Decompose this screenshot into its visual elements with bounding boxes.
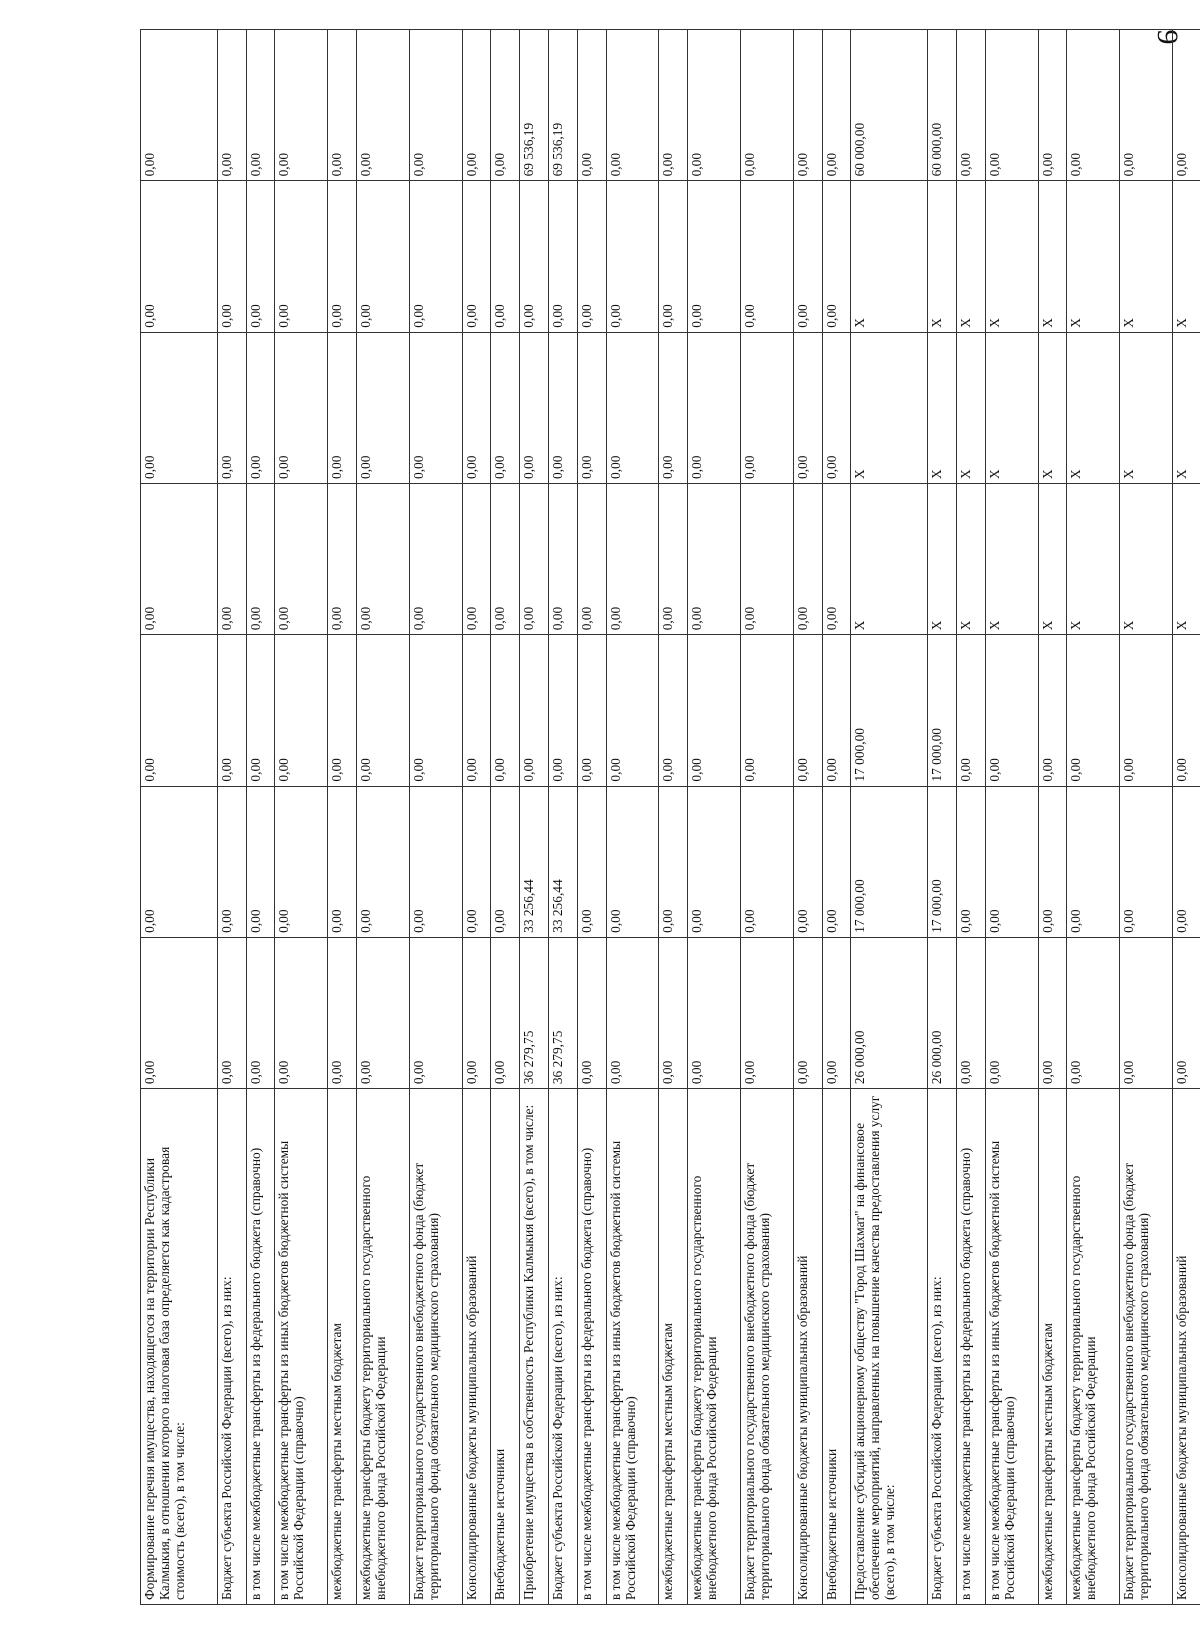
value-cell: 0,00: [275, 635, 328, 786]
value-cell: 0,00: [606, 181, 659, 332]
value-cell: 0,00: [740, 937, 793, 1088]
value-cell: 26 000,00: [928, 937, 957, 1088]
value-cell: 0,00: [740, 635, 793, 786]
value-cell: 0,00: [409, 635, 462, 786]
value-cell: 0,00: [328, 332, 357, 483]
value-cell: 36 279,75: [520, 937, 549, 1088]
value-cell: 0,00: [409, 483, 462, 634]
value-cell: 0,00: [1172, 937, 1200, 1088]
value-cell: 0,00: [409, 30, 462, 181]
value-cell: X: [1067, 483, 1120, 634]
value-cell: 0,00: [462, 937, 491, 1088]
table-row: [548, 30, 577, 1605]
row-label: межбюджетные трансферты местным бюджетам: [328, 1089, 357, 1605]
row-label: в том числе межбюджетные трансферты из федерального бюджета (справочно): [577, 1089, 606, 1605]
value-cell: 0,00: [985, 786, 1038, 937]
value-cell: 0,00: [659, 181, 688, 332]
value-cell: 0,00: [357, 30, 410, 181]
table-row: [928, 30, 957, 1605]
value-cell: 0,00: [688, 937, 741, 1088]
value-cell: 0,00: [141, 332, 218, 483]
value-cell: 0,00: [520, 332, 549, 483]
row-label: Формирование перечня имущества, находящегося на территории Республики Калмыкия, в отношении которого налоговая база определяется как кадастровая стоимость (всего), в том числе:: [141, 1089, 218, 1605]
value-cell: X: [1172, 332, 1200, 483]
value-cell: 0,00: [491, 937, 520, 1088]
value-cell: 0,00: [659, 332, 688, 483]
value-cell: 33 256,44: [520, 786, 549, 937]
row-label: межбюджетные трансферты бюджету территориального государственного внебюджетного фонда Российской Федерации: [1067, 1089, 1120, 1605]
value-cell: 0,00: [246, 181, 275, 332]
row-label: в том числе межбюджетные трансферты из иных бюджетов бюджетной системы Российской Федерации (справочно): [275, 1089, 328, 1605]
row-label: межбюджетные трансферты бюджету территориального государственного внебюджетного фонда Российской Федерации: [357, 1089, 410, 1605]
row-label: Бюджет субъекта Российской Федерации (всего), из них:: [217, 1089, 246, 1605]
value-cell: X: [928, 181, 957, 332]
value-cell: 0,00: [328, 786, 357, 937]
table-row: [141, 30, 218, 1605]
value-cell: 0,00: [793, 332, 822, 483]
value-cell: 0,00: [141, 483, 218, 634]
value-cell: 0,00: [577, 937, 606, 1088]
value-cell: 0,00: [275, 181, 328, 332]
row-label: Бюджет территориального государственного внебюджетного фонда (бюджет территориального фонда обязательного медицинского страхования): [409, 1089, 462, 1605]
value-cell: 0,00: [548, 181, 577, 332]
table-row: [688, 30, 741, 1605]
budget-table-body: [141, 30, 1200, 1605]
value-cell: 0,00: [141, 786, 218, 937]
table-row: [275, 30, 328, 1605]
row-label: в том числе межбюджетные трансферты из иных бюджетов бюджетной системы Российской Федерации (справочно): [606, 1089, 659, 1605]
value-cell: 0,00: [1172, 786, 1200, 937]
value-cell: 0,00: [548, 635, 577, 786]
value-cell: 0,00: [409, 937, 462, 1088]
value-cell: 0,00: [275, 332, 328, 483]
value-cell: 0,00: [659, 635, 688, 786]
row-label: в том числе межбюджетные трансферты из федерального бюджета (справочно): [246, 1089, 275, 1605]
value-cell: 0,00: [740, 786, 793, 937]
value-cell: 0,00: [606, 786, 659, 937]
value-cell: 0,00: [577, 635, 606, 786]
value-cell: 0,00: [246, 30, 275, 181]
row-label: в том числе межбюджетные трансферты из иных бюджетов бюджетной системы Российской Федерации (справочно): [985, 1089, 1038, 1605]
row-label: в том числе межбюджетные трансферты из федерального бюджета (справочно): [956, 1089, 985, 1605]
value-cell: 0,00: [1067, 635, 1120, 786]
value-cell: 0,00: [606, 332, 659, 483]
table-row: [740, 30, 793, 1605]
value-cell: 60 000,00: [851, 30, 928, 181]
value-cell: 0,00: [606, 483, 659, 634]
value-cell: X: [1172, 181, 1200, 332]
row-label: Бюджет территориального государственного внебюджетного фонда (бюджет территориального фонда обязательного медицинского страхования): [1120, 1089, 1173, 1605]
value-cell: 0,00: [1067, 937, 1120, 1088]
value-cell: 0,00: [1038, 937, 1067, 1088]
table-row: [577, 30, 606, 1605]
value-cell: 0,00: [141, 30, 218, 181]
value-cell: 0,00: [462, 635, 491, 786]
value-cell: X: [1038, 483, 1067, 634]
value-cell: X: [1038, 181, 1067, 332]
value-cell: 0,00: [956, 635, 985, 786]
value-cell: 69 536,19: [520, 30, 549, 181]
value-cell: 0,00: [491, 332, 520, 483]
table-row: [606, 30, 659, 1605]
value-cell: 0,00: [520, 483, 549, 634]
value-cell: 0,00: [740, 181, 793, 332]
value-cell: 36 279,75: [548, 937, 577, 1088]
table-row: [851, 30, 928, 1605]
value-cell: 0,00: [606, 30, 659, 181]
value-cell: 0,00: [985, 937, 1038, 1088]
value-cell: 0,00: [822, 937, 851, 1088]
value-cell: 0,00: [793, 181, 822, 332]
value-cell: 0,00: [1038, 30, 1067, 181]
value-cell: 0,00: [328, 30, 357, 181]
value-cell: 0,00: [793, 483, 822, 634]
row-label: Приобретение имущества в собственность Республики Калмыкия (всего), в том числе:: [520, 1089, 549, 1605]
page-number: 9: [1151, 29, 1184, 45]
value-cell: 0,00: [956, 786, 985, 937]
value-cell: 0,00: [246, 786, 275, 937]
table-row: [1038, 30, 1067, 1605]
value-cell: 0,00: [491, 483, 520, 634]
row-label: Консолидированные бюджеты муниципальных образований: [462, 1089, 491, 1605]
value-cell: X: [1172, 483, 1200, 634]
value-cell: 0,00: [822, 30, 851, 181]
value-cell: X: [851, 332, 928, 483]
value-cell: 69 536,19: [548, 30, 577, 181]
value-cell: X: [956, 332, 985, 483]
row-label: Консолидированные бюджеты муниципальных образований: [793, 1089, 822, 1605]
value-cell: 0,00: [1120, 937, 1173, 1088]
table-row: [822, 30, 851, 1605]
value-cell: 0,00: [985, 30, 1038, 181]
value-cell: 0,00: [217, 181, 246, 332]
value-cell: 0,00: [217, 30, 246, 181]
row-label: Бюджет субъекта Российской Федерации (всего), из них:: [548, 1089, 577, 1605]
value-cell: 0,00: [1067, 30, 1120, 181]
value-cell: X: [928, 332, 957, 483]
row-label: Внебюджетные источники: [491, 1089, 520, 1605]
value-cell: 0,00: [462, 786, 491, 937]
table-row: [328, 30, 357, 1605]
row-label: Консолидированные бюджеты муниципальных образований: [1172, 1089, 1200, 1605]
value-cell: 0,00: [217, 635, 246, 786]
value-cell: 0,00: [357, 786, 410, 937]
value-cell: X: [985, 483, 1038, 634]
value-cell: 0,00: [1120, 786, 1173, 937]
value-cell: 0,00: [491, 635, 520, 786]
value-cell: X: [851, 483, 928, 634]
value-cell: X: [851, 181, 928, 332]
value-cell: 0,00: [793, 937, 822, 1088]
value-cell: 0,00: [141, 635, 218, 786]
rotated-table-container: [140, 29, 1200, 1605]
value-cell: 0,00: [1172, 635, 1200, 786]
value-cell: 0,00: [822, 483, 851, 634]
value-cell: 0,00: [462, 332, 491, 483]
value-cell: 0,00: [1038, 786, 1067, 937]
value-cell: X: [1067, 181, 1120, 332]
value-cell: 0,00: [956, 30, 985, 181]
value-cell: 0,00: [577, 30, 606, 181]
value-cell: 0,00: [659, 937, 688, 1088]
value-cell: 33 256,44: [548, 786, 577, 937]
value-cell: 0,00: [822, 786, 851, 937]
value-cell: 0,00: [275, 937, 328, 1088]
value-cell: 0,00: [275, 30, 328, 181]
value-cell: 0,00: [357, 483, 410, 634]
value-cell: 0,00: [688, 786, 741, 937]
value-cell: 0,00: [688, 181, 741, 332]
value-cell: 17 000,00: [851, 635, 928, 786]
value-cell: X: [1120, 332, 1173, 483]
value-cell: 0,00: [688, 332, 741, 483]
value-cell: 60 000,00: [928, 30, 957, 181]
value-cell: 0,00: [491, 786, 520, 937]
table-row: [1172, 30, 1200, 1605]
value-cell: 0,00: [328, 483, 357, 634]
value-cell: 0,00: [462, 483, 491, 634]
value-cell: 0,00: [357, 635, 410, 786]
row-label: межбюджетные трансферты местным бюджетам: [659, 1089, 688, 1605]
value-cell: 0,00: [659, 786, 688, 937]
value-cell: 0,00: [520, 181, 549, 332]
value-cell: 0,00: [688, 483, 741, 634]
value-cell: 0,00: [357, 181, 410, 332]
table-row: [1067, 30, 1120, 1605]
value-cell: X: [928, 483, 957, 634]
row-label: межбюджетные трансферты местным бюджетам: [1038, 1089, 1067, 1605]
value-cell: X: [1038, 332, 1067, 483]
value-cell: X: [956, 483, 985, 634]
value-cell: 0,00: [793, 635, 822, 786]
value-cell: 0,00: [822, 332, 851, 483]
value-cell: 0,00: [740, 483, 793, 634]
value-cell: 0,00: [659, 483, 688, 634]
value-cell: 0,00: [141, 937, 218, 1088]
table-row: [520, 30, 549, 1605]
value-cell: 0,00: [409, 181, 462, 332]
table-row: [956, 30, 985, 1605]
value-cell: 0,00: [577, 483, 606, 634]
row-label: межбюджетные трансферты бюджету территориального государственного внебюджетного фонда Российской Федерации: [688, 1089, 741, 1605]
table-row: [491, 30, 520, 1605]
value-cell: 0,00: [548, 483, 577, 634]
value-cell: 0,00: [740, 332, 793, 483]
value-cell: 0,00: [577, 181, 606, 332]
value-cell: 17 000,00: [851, 786, 928, 937]
table-row: [217, 30, 246, 1605]
value-cell: 0,00: [357, 937, 410, 1088]
value-cell: 0,00: [328, 181, 357, 332]
budget-table: [140, 29, 1200, 1605]
value-cell: 0,00: [740, 30, 793, 181]
row-label: Предоставление субсидий акционерному обществу "Город Шахмат" на финансовое обеспечение мероприятий, направленных на повышение качества предоставления услуг (всего), в том числе:: [851, 1089, 928, 1605]
row-label: Бюджет субъекта Российской Федерации (всего), из них:: [928, 1089, 957, 1605]
value-cell: 0,00: [688, 30, 741, 181]
table-row: [246, 30, 275, 1605]
value-cell: 0,00: [462, 30, 491, 181]
value-cell: 0,00: [985, 635, 1038, 786]
value-cell: 0,00: [275, 786, 328, 937]
value-cell: 0,00: [491, 30, 520, 181]
row-label: Бюджет территориального государственного внебюджетного фонда (бюджет территориального фонда обязательного медицинского страхования): [740, 1089, 793, 1605]
value-cell: 0,00: [659, 30, 688, 181]
value-cell: 0,00: [606, 937, 659, 1088]
value-cell: 0,00: [275, 483, 328, 634]
value-cell: 0,00: [409, 332, 462, 483]
value-cell: 0,00: [246, 483, 275, 634]
value-cell: 0,00: [328, 937, 357, 1088]
value-cell: 0,00: [141, 181, 218, 332]
value-cell: 0,00: [548, 332, 577, 483]
table-row: [793, 30, 822, 1605]
value-cell: 0,00: [1120, 635, 1173, 786]
table-row: [357, 30, 410, 1605]
row-label: Внебюджетные источники: [822, 1089, 851, 1605]
value-cell: 0,00: [246, 937, 275, 1088]
value-cell: X: [1120, 483, 1173, 634]
value-cell: 0,00: [1120, 30, 1173, 181]
value-cell: 0,00: [577, 786, 606, 937]
value-cell: 0,00: [1038, 635, 1067, 786]
value-cell: X: [985, 181, 1038, 332]
value-cell: 0,00: [217, 332, 246, 483]
value-cell: 0,00: [822, 635, 851, 786]
table-row: [462, 30, 491, 1605]
table-row: [1120, 30, 1173, 1605]
value-cell: 0,00: [822, 181, 851, 332]
value-cell: 0,00: [246, 635, 275, 786]
value-cell: 0,00: [217, 786, 246, 937]
value-cell: 0,00: [688, 635, 741, 786]
value-cell: X: [985, 332, 1038, 483]
table-row: [985, 30, 1038, 1605]
value-cell: 17 000,00: [928, 786, 957, 937]
value-cell: 0,00: [357, 332, 410, 483]
value-cell: 26 000,00: [851, 937, 928, 1088]
value-cell: 0,00: [328, 635, 357, 786]
value-cell: 0,00: [577, 332, 606, 483]
value-cell: 17 000,00: [928, 635, 957, 786]
value-cell: 0,00: [1172, 30, 1200, 181]
value-cell: 0,00: [1067, 786, 1120, 937]
value-cell: 0,00: [217, 937, 246, 1088]
table-row: [659, 30, 688, 1605]
value-cell: 0,00: [793, 786, 822, 937]
value-cell: X: [956, 181, 985, 332]
value-cell: 0,00: [520, 635, 549, 786]
value-cell: X: [1067, 332, 1120, 483]
value-cell: 0,00: [491, 181, 520, 332]
value-cell: 0,00: [462, 181, 491, 332]
table-row: [409, 30, 462, 1605]
value-cell: 0,00: [793, 30, 822, 181]
value-cell: 0,00: [409, 786, 462, 937]
value-cell: 0,00: [246, 332, 275, 483]
value-cell: 0,00: [956, 937, 985, 1088]
value-cell: 0,00: [217, 483, 246, 634]
value-cell: 0,00: [606, 635, 659, 786]
value-cell: X: [1120, 181, 1173, 332]
